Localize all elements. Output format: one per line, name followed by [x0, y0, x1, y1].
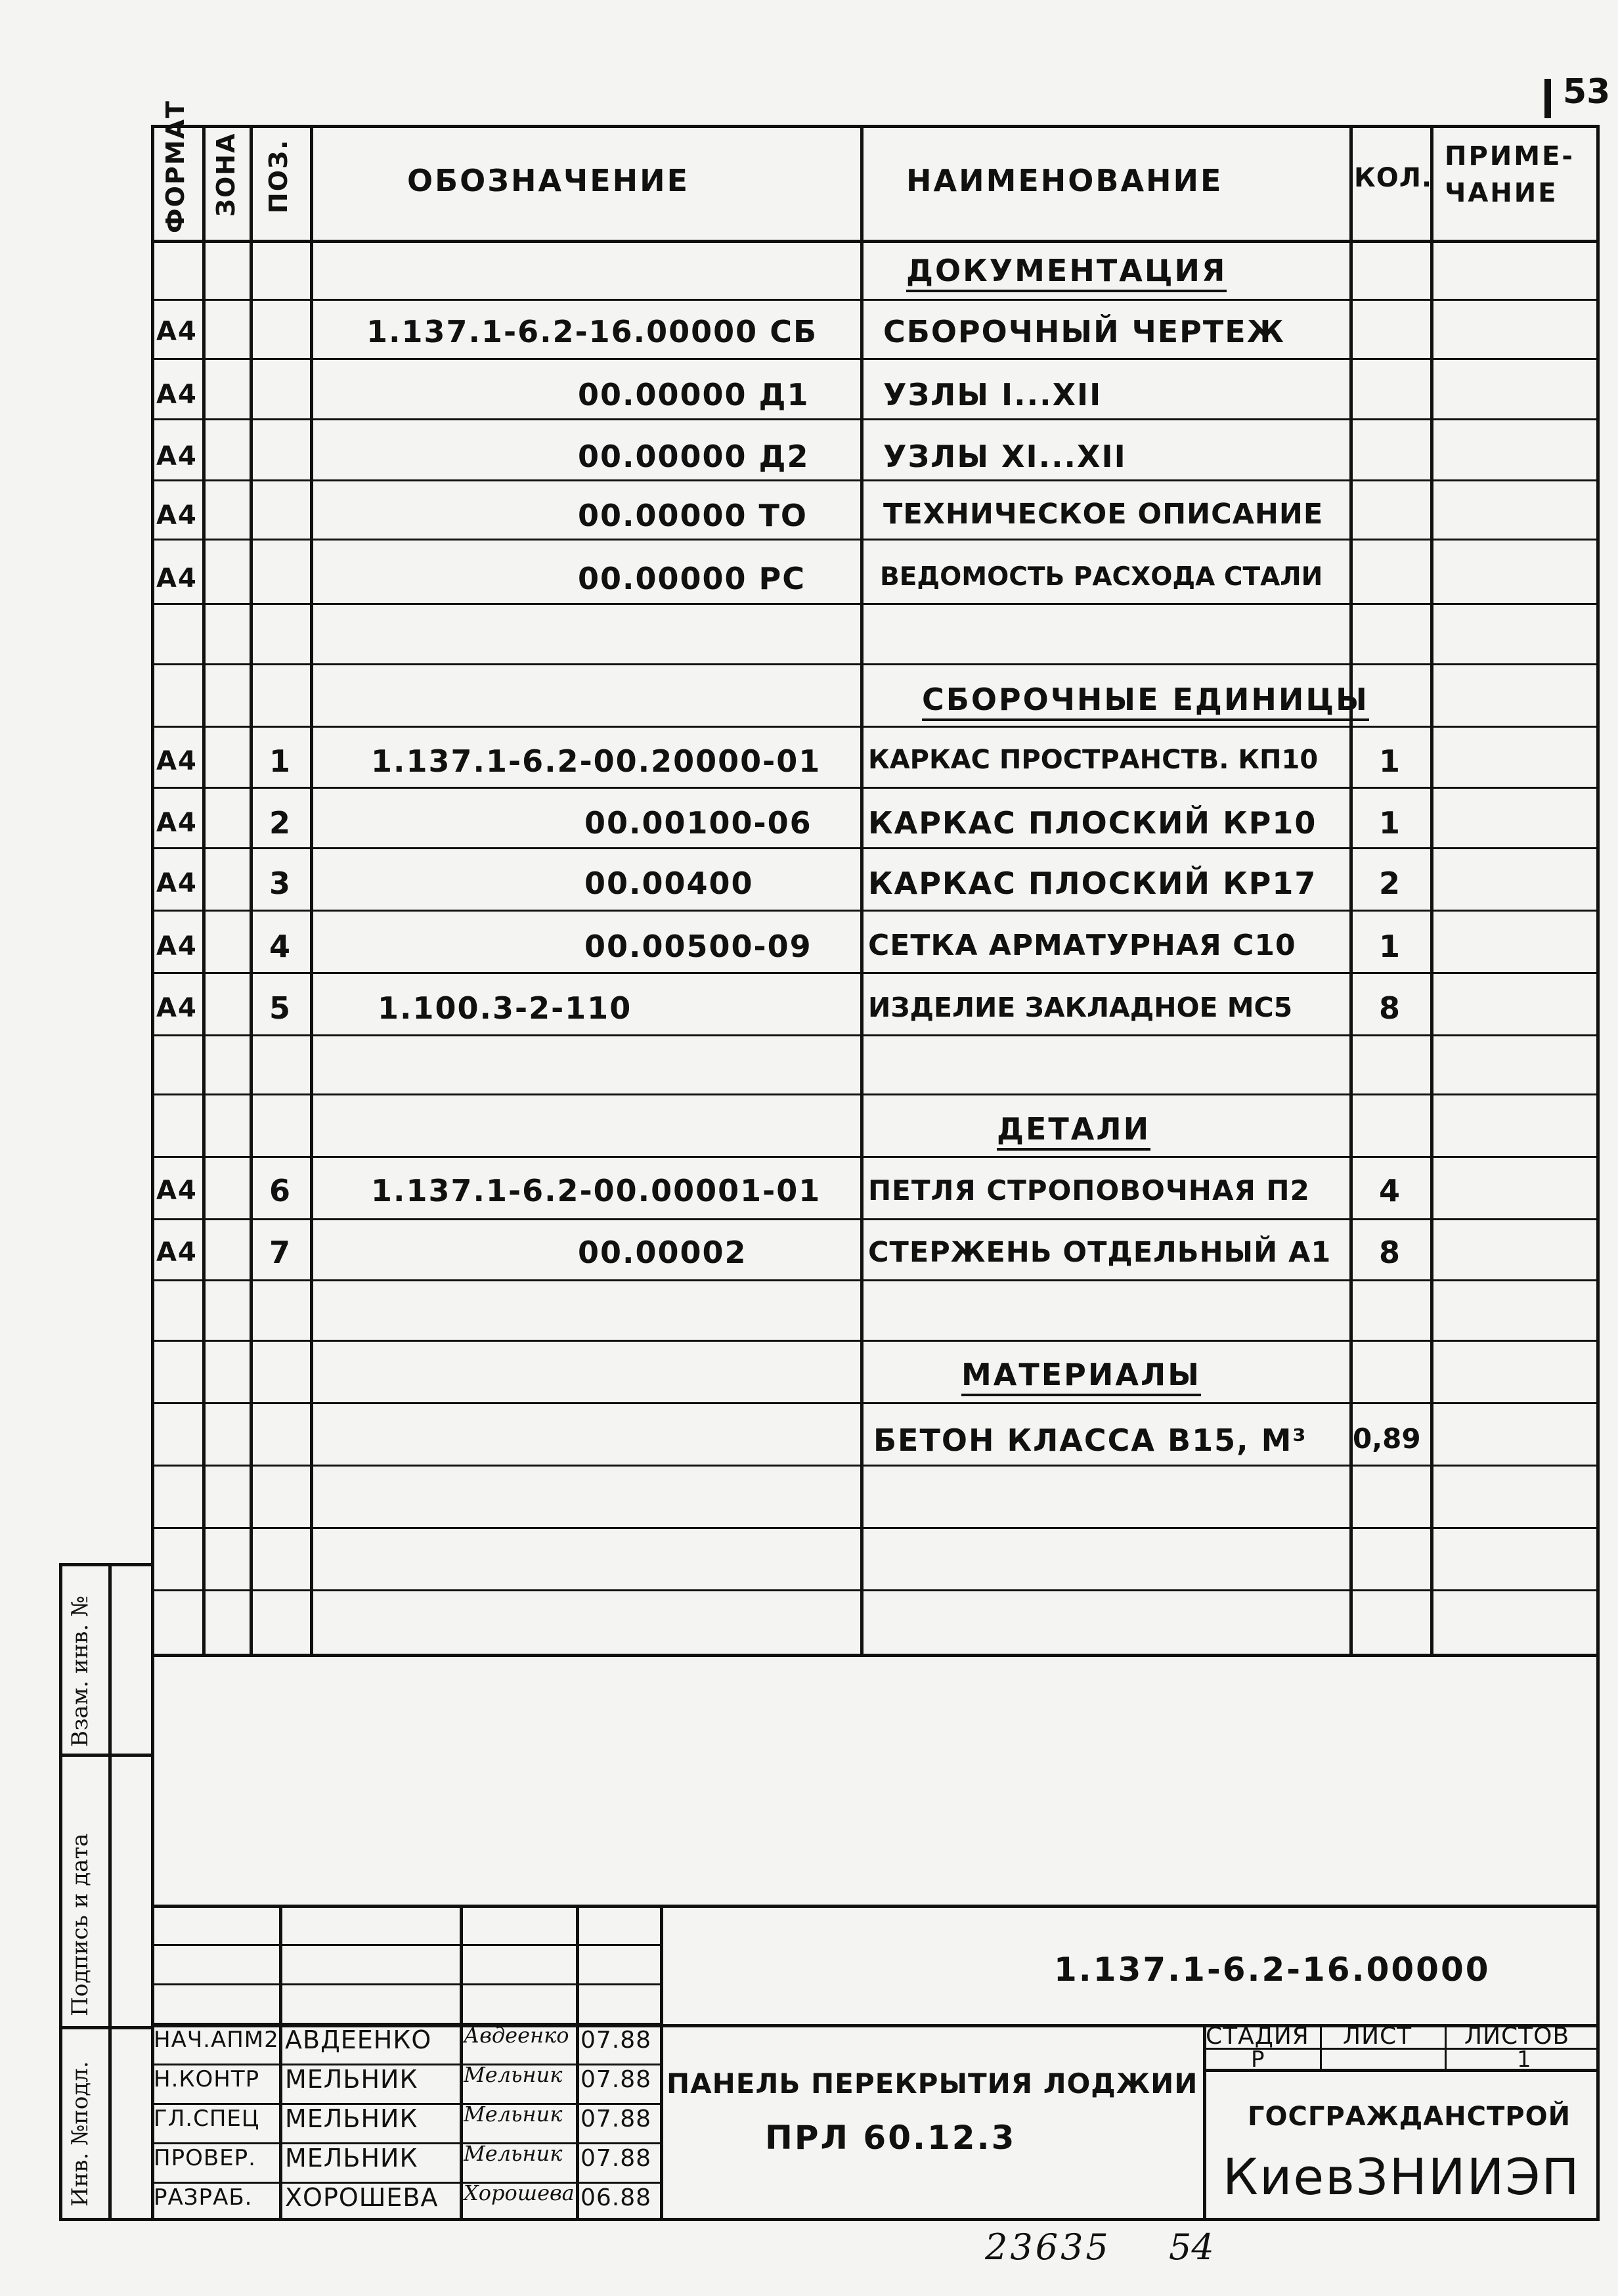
corner-mark — [1544, 79, 1551, 118]
table-row-divider — [151, 603, 1600, 605]
section-details: ДЕТАЛИ — [997, 1111, 1150, 1151]
table-row-divider — [151, 1465, 1600, 1467]
det-row-2-qty: 8 — [1379, 1235, 1402, 1270]
staff-5-role: РАЗРАБ. — [154, 2184, 253, 2211]
header-qty: КОЛ. — [1354, 163, 1433, 193]
table-row-divider — [151, 726, 1600, 728]
table-row-divider — [151, 539, 1600, 541]
header-name: НАИМЕНОВАНИЕ — [906, 163, 1223, 198]
sheets-label: ЛИСТОВ — [1464, 2023, 1570, 2050]
sheets-value: 1 — [1517, 2046, 1532, 2073]
det-row-2-format: А4 — [156, 1237, 198, 1268]
staff-2-signature: Мельник — [464, 2062, 563, 2087]
staff-3-name: МЕЛЬНИК — [285, 2104, 418, 2133]
staff-4-name: МЕЛЬНИК — [285, 2144, 418, 2173]
table-row-divider — [151, 418, 1600, 420]
doc-row-2-designation: 00.00000 Д1 — [578, 377, 810, 412]
asm-row-5-name: ИЗДЕЛИЕ ЗАКЛАДНОЕ МС5 — [868, 992, 1293, 1023]
table-row-divider — [151, 1156, 1600, 1158]
asm-row-2-qty: 1 — [1379, 805, 1402, 841]
table-row-divider — [151, 787, 1600, 789]
staff-4-date: 07.88 — [580, 2145, 652, 2172]
asm-row-4-qty: 1 — [1379, 929, 1402, 964]
doc-row-2-name: УЗЛЫ I...XII — [883, 377, 1103, 412]
table-row-divider — [151, 663, 1600, 665]
staff-2-date: 07.88 — [580, 2066, 652, 2093]
title-line-2: ПРЛ 60.12.3 — [765, 2119, 1017, 2157]
staff-4-role: ПРОВЕР. — [154, 2145, 256, 2171]
table-row-divider — [151, 972, 1600, 974]
table-row-divider — [151, 358, 1600, 360]
asm-row-1-name: КАРКАС ПРОСТРАНСТВ. КП10 — [868, 745, 1319, 775]
asm-row-1-qty: 1 — [1379, 743, 1402, 779]
org-line-1: ГОСГРАЖДАНСТРОЙ — [1248, 2102, 1571, 2132]
staff-1-signature: Авдеенко — [464, 2023, 569, 2048]
table-row-divider — [151, 1034, 1600, 1036]
asm-row-4-pos: 4 — [269, 929, 292, 964]
side-label-vzam: Взам. инв. № — [67, 1595, 93, 1747]
side-label-inv: Инв. №подл. — [67, 2061, 93, 2207]
table-row-divider — [151, 910, 1600, 912]
doc-code: 1.137.1-6.2-16.00000 — [1054, 1951, 1491, 1989]
doc-row-1-name: СБОРОЧНЫЙ ЧЕРТЕЖ — [883, 314, 1286, 349]
asm-row-3-pos: 3 — [269, 866, 292, 901]
asm-row-5-designation: 1.100.3-2-110 — [378, 990, 632, 1026]
doc-row-1-format: А4 — [156, 317, 198, 347]
det-row-1-qty: 4 — [1379, 1173, 1402, 1208]
asm-row-3-name: КАРКАС ПЛОСКИЙ КР17 — [868, 866, 1317, 901]
asm-row-2-pos: 2 — [269, 805, 292, 841]
doc-row-4-name: ТЕХНИЧЕСКОЕ ОПИСАНИЕ — [883, 498, 1324, 531]
table-row-divider — [151, 1093, 1600, 1095]
staff-5-name: ХОРОШЕВА — [285, 2183, 439, 2212]
asm-row-2-format: А4 — [156, 808, 198, 838]
table-row-divider — [151, 1218, 1600, 1220]
staff-1-role: НАЧ.АПМ2 — [154, 2027, 279, 2053]
doc-row-2-format: А4 — [156, 380, 198, 410]
doc-row-3-name: УЗЛЫ XI...XII — [883, 439, 1127, 474]
staff-4-signature: Мельник — [464, 2141, 563, 2166]
staff-2-role: Н.КОНТР — [154, 2066, 260, 2092]
table-row-divider — [151, 1589, 1600, 1591]
side-label-podpis: Подпись и дата — [67, 1833, 93, 2016]
table-row-divider — [151, 1279, 1600, 1281]
asm-row-1-pos: 1 — [269, 743, 292, 779]
title-line-1: ПАНЕЛЬ ПЕРЕКРЫТИЯ ЛОДЖИИ — [667, 2067, 1198, 2100]
footer-page: 54 — [1169, 2226, 1214, 2268]
doc-row-5-name: ВЕДОМОСТЬ РАСХОДА СТАЛИ — [880, 562, 1323, 592]
asm-row-3-designation: 00.00400 — [584, 866, 754, 901]
doc-row-4-designation: 00.00000 ТО — [578, 498, 808, 533]
asm-row-4-format: А4 — [156, 931, 198, 961]
staff-3-role: ГЛ.СПЕЦ — [154, 2106, 260, 2132]
doc-row-4-format: А4 — [156, 500, 198, 531]
asm-row-3-format: А4 — [156, 868, 198, 898]
header-designation: ОБОЗНАЧЕНИЕ — [407, 163, 690, 198]
doc-row-3-designation: 00.00000 Д2 — [578, 439, 810, 474]
header-format: ФОРМАТ — [161, 100, 190, 233]
asm-row-5-format: А4 — [156, 993, 198, 1023]
asm-row-2-name: КАРКАС ПЛОСКИЙ КР10 — [868, 805, 1317, 841]
stage-label: СТАДИЯ — [1206, 2023, 1309, 2050]
staff-5-signature: Хорошева — [464, 2180, 575, 2205]
section-assemblies: СБОРОЧНЫЕ ЕДИНИЦЫ — [922, 682, 1369, 721]
table-row-divider — [151, 1340, 1600, 1342]
asm-row-1-designation: 1.137.1-6.2-00.20000-01 — [371, 743, 821, 779]
table-row-divider — [151, 1527, 1600, 1529]
page-number: 53 — [1563, 72, 1611, 112]
mat-row-1-name: БЕТОН КЛАССА В15, М³ — [873, 1423, 1307, 1458]
org-line-2: КиевЗНИИЭП — [1223, 2148, 1581, 2206]
sheet-label: ЛИСТ — [1343, 2023, 1412, 2050]
staff-5-date: 06.88 — [580, 2184, 652, 2211]
doc-row-5-format: А4 — [156, 563, 198, 594]
asm-row-5-pos: 5 — [269, 990, 292, 1026]
section-documentation: ДОКУМЕНТАЦИЯ — [906, 253, 1227, 292]
doc-row-3-format: А4 — [156, 441, 198, 472]
header-zone: ЗОНА — [211, 132, 240, 217]
asm-row-2-designation: 00.00100-06 — [584, 805, 812, 841]
asm-row-4-name: СЕТКА АРМАТУРНАЯ С10 — [868, 929, 1296, 962]
staff-1-date: 07.88 — [580, 2027, 652, 2054]
asm-row-1-format: А4 — [156, 746, 198, 776]
staff-1-name: АВДЕЕНКО — [285, 2025, 432, 2054]
stage-value: Р — [1251, 2046, 1265, 2073]
header-note: ПРИМЕ-ЧАНИЕ — [1445, 141, 1575, 208]
doc-row-1-designation: 1.137.1-6.2-16.00000 СБ — [366, 314, 818, 349]
staff-3-signature: Мельник — [464, 2102, 563, 2127]
header-pos: ПОЗ. — [264, 139, 293, 213]
doc-row-5-designation: 00.00000 РС — [578, 561, 806, 596]
table-row-divider — [151, 479, 1600, 481]
table-row-divider — [151, 1402, 1600, 1404]
det-row-1-pos: 6 — [269, 1173, 292, 1208]
det-row-2-pos: 7 — [269, 1235, 292, 1270]
staff-3-date: 07.88 — [580, 2106, 652, 2132]
staff-2-name: МЕЛЬНИК — [285, 2065, 418, 2094]
det-row-1-name: ПЕТЛЯ СТРОПОВОЧНАЯ П2 — [868, 1174, 1310, 1206]
det-row-1-designation: 1.137.1-6.2-00.00001-01 — [371, 1173, 821, 1208]
footer-number: 23635 — [985, 2226, 1111, 2268]
asm-row-5-qty: 8 — [1379, 990, 1402, 1026]
table-row-divider — [151, 847, 1600, 849]
section-materials: МАТЕРИАЛЫ — [961, 1357, 1201, 1396]
table-row-divider — [151, 299, 1600, 301]
det-row-1-format: А4 — [156, 1176, 198, 1206]
mat-row-1-qty: 0,89 — [1353, 1423, 1421, 1455]
asm-row-3-qty: 2 — [1379, 866, 1402, 901]
det-row-2-name: СТЕРЖЕНЬ ОТДЕЛЬНЫЙ А1 — [868, 1236, 1332, 1269]
det-row-2-designation: 00.00002 — [578, 1235, 747, 1270]
asm-row-4-designation: 00.00500-09 — [584, 929, 812, 964]
